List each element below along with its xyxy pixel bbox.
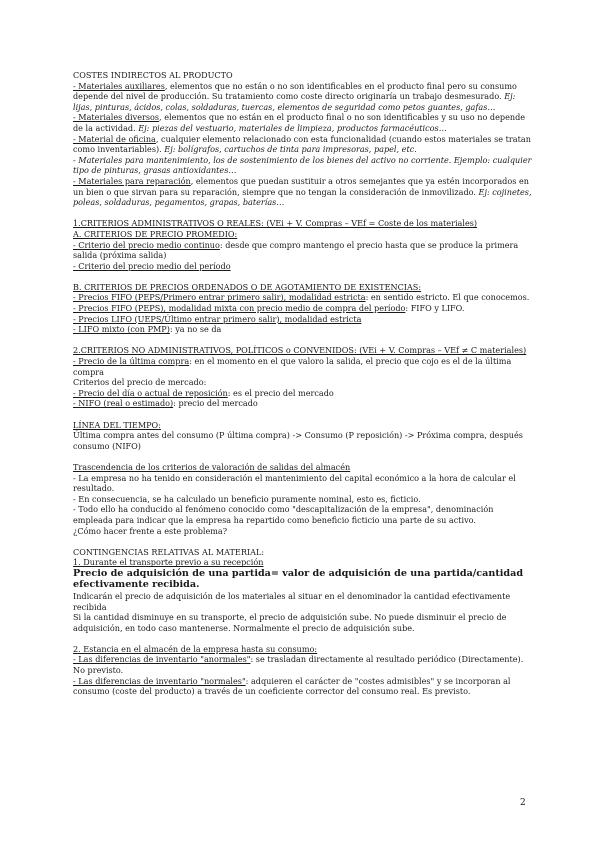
list-item: - Precio del día o actual de reposición: es el precio del mercado bbox=[73, 387, 334, 398]
list-item: - Las diferencias de inventario "anormales": se trasladan directamente al resultado periódico (Directamente). No previsto. bbox=[73, 654, 524, 676]
list-item: - NIFO (real o estimado): precio del mercado bbox=[73, 398, 258, 409]
subsection-title-transporte: 1. Durante el transporte previo a su recepción bbox=[73, 557, 264, 568]
subsection-title-precios-ordenados: B. CRITERIOS DE PRECIOS ORDENADOS O DE AGOTAMIENTO DE EXISTENCIAS: bbox=[73, 281, 422, 292]
list-item: - Precios LIFO (UEPS/Último entrar primero salir), modalidad estricta bbox=[73, 313, 362, 324]
list-item: - Precios FIFO (PEPS/Primero entrar primero salir), modalidad estricta: en sentido estricto. El que conocemos. bbox=[73, 292, 530, 303]
document-body bbox=[73, 70, 533, 697]
list-item: - LIFO mixto (con PMP): ya no se da bbox=[73, 324, 222, 335]
list-item: - En consecuencia, se ha calculado un beneficio puramente nominal, esto es, ficticio. bbox=[73, 493, 421, 504]
section-title-trascendencia: Trascendencia de los criterios de valoración de salidas del almacén bbox=[73, 461, 351, 472]
list-item: - Materiales auxiliares, elementos que no están o no son identificables en el producto final pero su consumo depende del nivel de producción. Su tratamiento como coste directo originaría un trabajo desmesurado. Ej: lijas, pinturas, ácidos, colas, soldaduras, tuercas, elementos de seguridad como petos guantes, gafas… bbox=[73, 80, 517, 112]
text-line: Criterios del precio de mercado: bbox=[73, 377, 207, 388]
list-item: - Las diferencias de inventario "normales": adquieren el carácter de "costes admisibles" y se incorporan al consumo (coste del producto) a través de un coeficiente corrector del consumo real. Es previsto. bbox=[73, 675, 511, 697]
section-title-contingencias: CONTINGENCIAS RELATIVAS AL MATERIAL: bbox=[73, 546, 265, 557]
text-line: ¿Cómo hacer frente a este problema? bbox=[73, 525, 228, 536]
list-item: - Criterio del precio medio continuo: desde que compro mantengo el precio hasta que se produce la primera salida (próxima salida) bbox=[73, 239, 519, 261]
list-item: - Materiales para reparación, elementos que puedan sustituir a otros semejantes que ya estén incorporados en un bien o que sirvan para su reparación, siempre que no tengan la consideración de inmovilizado. Ej: cojinetes, poleas, soldaduras, pegamentos, grapas, baterías… bbox=[73, 175, 532, 208]
text-paragraph: Si la cantidad disminuye en su transporte, el precio de adquisición sube. No puede disminuir el precio de adquisición, en todo caso mantenerse. Normalmente el precio de adquisición sube. bbox=[73, 612, 507, 633]
text-paragraph: Indicarán el precio de adquisición de los materiales al situar en el denominador la cantidad efectivamente recibida bbox=[73, 590, 511, 612]
list-item: - Criterio del precio medio del período bbox=[73, 260, 231, 271]
list-item: - Materiales diversos, elementos que no están en el producto final o no son identificables y su uso no depende de la actividad. Ej: piezas del vestuario, materiales de limpieza, productos farmacéuticos… bbox=[73, 112, 526, 133]
list-item: - Todo ello ha conducido al fenómeno conocido como "descapitalización de la empresa", denominación empleada para indicar que la empresa ha repartido como beneficio ficticio una parte de su activo. bbox=[73, 504, 494, 525]
list-item: - Precios FIFO (PEPS), modalidad mixta con precio medio de compra del período: FIFO y LIFO. bbox=[73, 303, 465, 314]
list-item: - Materiales para mantenimiento, los de sostenimiento de los bienes del activo no corriente. Ejemplo: cualquier tipo de pinturas, grasas antioxidantes… bbox=[73, 154, 532, 176]
formula-heading: Precio de adquisición de una partida= valor de adquisición de una partida/cantidad efectivamente recibida. bbox=[73, 567, 524, 591]
list-item: - Precio de la última compra: en el momento en el que valoro la salida, el precio que cojo es el de la última compra bbox=[73, 356, 512, 377]
subsection-title-estancia-almacen: 2. Estancia en el almacén de la empresa hasta su consumo: bbox=[73, 643, 318, 654]
text-paragraph: Última compra antes del consumo (P última compra) -> Consumo (P reposición) -> Próxima compra, después consumo (NIFO) bbox=[73, 430, 523, 451]
section-title-linea-tiempo: LÍNEA DEL TIEMPO: bbox=[73, 419, 161, 430]
section-title-costes-indirectos: COSTES INDIRECTOS AL PRODUCTO bbox=[73, 70, 233, 80]
list-item: - La empresa no ha tenido en consideración el mantenimiento del capital económico a la hora de calcular el resultado. bbox=[73, 472, 516, 494]
section-title-criterios-no-administrativos: 2.CRITERIOS NO ADMINISTRATIVOS, POLÍTICOS o CONVENIDOS: (VEi + V. Compras – VEf ≠ C materiales) bbox=[73, 345, 527, 356]
section-title-criterios-administrativos: 1.CRITERIOS ADMINISTRATIVOS O REALES: (VEi + V. Compras – VEf = Coste de los materiales) bbox=[73, 218, 478, 229]
subsection-title-precio-promedio: A. CRITERIOS DE PRECIO PROMEDIO: bbox=[73, 228, 238, 239]
page-number: 2 bbox=[520, 798, 526, 808]
list-item: - Material de oficina, cualquier elemento relacionado con esta funcionalidad (cuando estos materiales se tratan como inventariables). Ej: bolígrafos, cartuchos de tinta para impresoras, papel, etc. bbox=[73, 133, 531, 155]
